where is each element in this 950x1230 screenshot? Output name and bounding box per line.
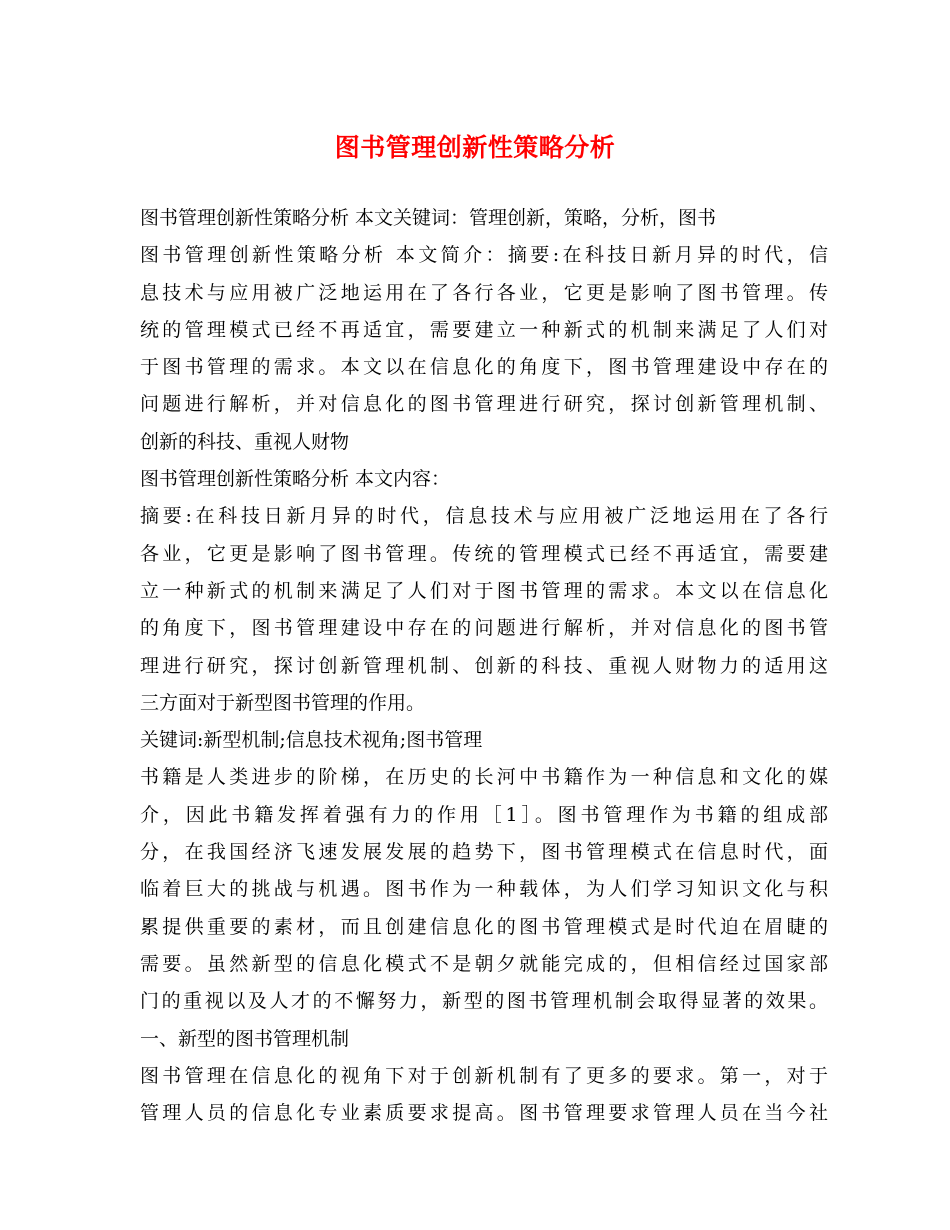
text-line: 各业，它更是影响了图书管理。传统的管理模式已经不再适宜，需要建: [140, 542, 828, 565]
text-line: 需要。虽然新型的信息化模式不是朝夕就能完成的，但相信经过国家部: [140, 952, 828, 975]
text-line: 于图书管理的需求。本文以在信息化的角度下，图书管理建设中存在的: [140, 356, 828, 379]
text-line: 三方面对于新型图书管理的作用。: [140, 691, 426, 714]
text-line: 理进行研究，探讨创新管理机制、创新的科技、重视人财物力的适用这: [140, 654, 828, 677]
text-line: 问题进行解析，并对信息化的图书管理进行研究，探讨创新管理机制、: [140, 393, 828, 416]
text-line: 分，在我国经济飞速发展发展的趋势下，图书管理模式在信息时代，面: [140, 841, 828, 864]
text-line: 图书管理创新性策略分析 本文内容：: [140, 468, 451, 491]
text-line: 书籍是人类进步的阶梯，在历史的长河中书籍作为一种信息和文化的媒: [140, 766, 828, 789]
text-line: 息技术与应用被广泛地运用在了各行各业，它更是影响了图书管理。传: [140, 281, 828, 304]
text-line: 临着巨大的挑战与机遇。图书作为一种载体，为人们学习知识文化与积: [140, 878, 828, 901]
text-line: 统的管理模式已经不再适宜，需要建立一种新式的机制来满足了人们对: [140, 318, 828, 341]
text-line: 图书管理创新性策略分析 本文关键词：管理创新，策略，分析，图书: [140, 207, 717, 229]
text-line: 一、新型的图书管理机制: [140, 1027, 350, 1050]
text-line: 管理人员的信息化专业素质要求提高。图书管理要求管理人员在当今社: [140, 1102, 828, 1125]
text-line: 累提供重要的素材，而且创建信息化的图书管理模式是时代迫在眉睫的: [140, 915, 828, 938]
text-line: 创新的科技、重视人财物: [140, 430, 350, 453]
text-line: 图书管理在信息化的视角下对于创新机制有了更多的要求。第一，对于: [140, 1064, 828, 1087]
text-line: 关键词:新型机制;信息技术视角;图书管理: [140, 729, 483, 752]
document-body: [140, 200, 828, 1132]
text-line: 介，因此书籍发挥着强有力的作用［1］。图书管理作为书籍的组成部: [140, 803, 828, 826]
text-line: 摘要:在科技日新月异的时代，信息技术与应用被广泛地运用在了各行: [140, 505, 828, 528]
document-title: 图书管理创新性策略分析: [334, 133, 616, 162]
text-line: 图书管理创新性策略分析 本文简介：摘要:在科技日新月异的时代，信: [140, 244, 828, 267]
text-line: 的角度下，图书管理建设中存在的问题进行解析，并对信息化的图书管: [140, 617, 828, 640]
text-line: 门的重视以及人才的不懈努力，新型的图书管理机制会取得显著的效果。: [140, 990, 828, 1013]
text-line: 立一种新式的机制来满足了人们对于图书管理的需求。本文以在信息化: [140, 579, 828, 602]
